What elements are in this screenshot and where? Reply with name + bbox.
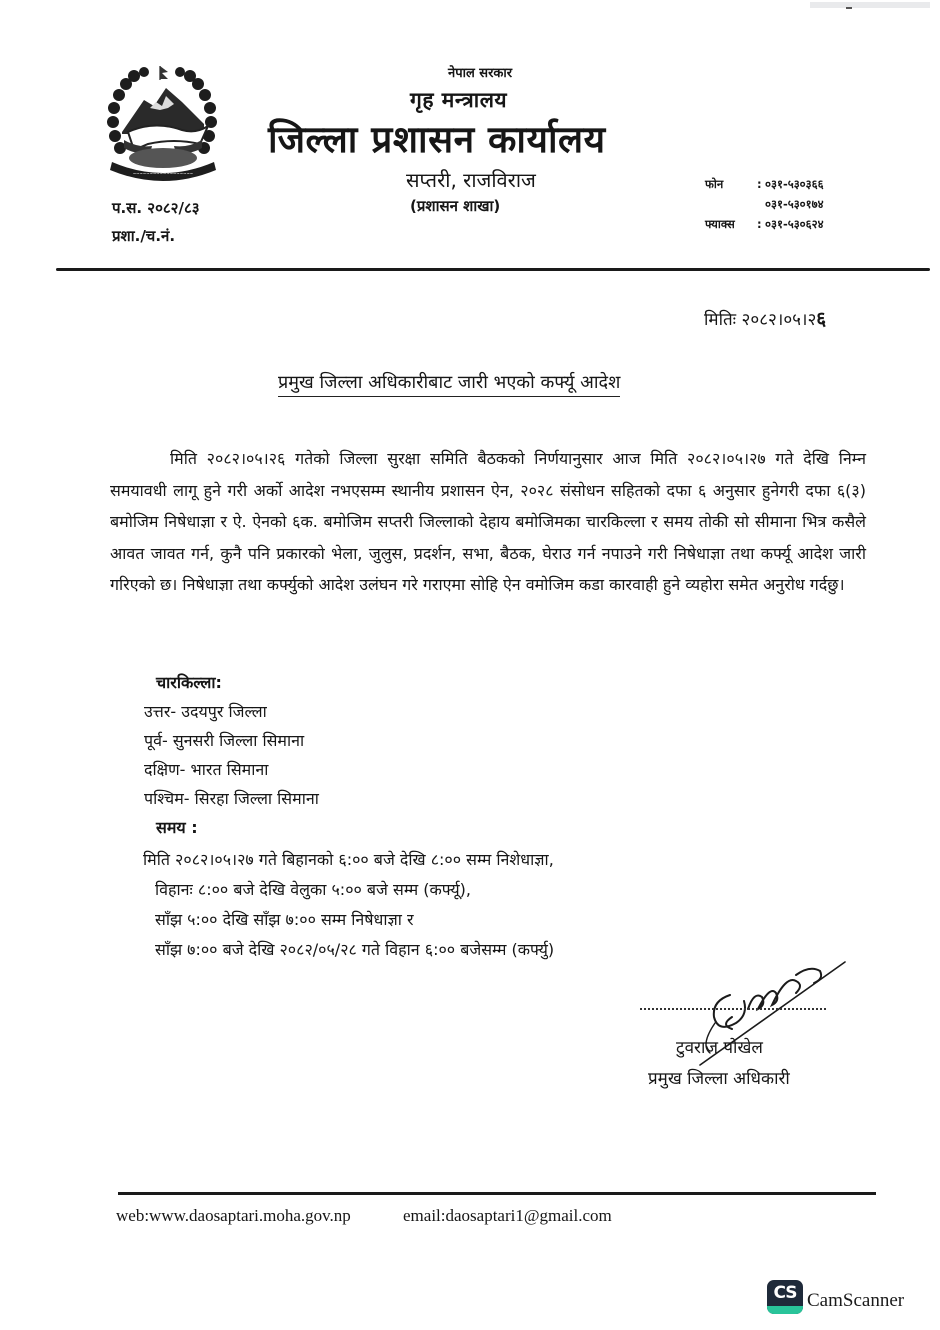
ministry-name: गृह मन्त्रालय	[410, 88, 508, 112]
dispatch-number: प्रशा./च.नं.	[112, 227, 176, 245]
government-name: नेपाल सरकार	[448, 66, 513, 81]
camscanner-logo-icon	[767, 1280, 803, 1314]
timing-line: साँझ ७:०० बजे देखि २०८२/०५/२८ गते विहान ६:०० बजेसम्म (कर्फ्यु)	[155, 940, 555, 959]
fax-separator: :	[757, 217, 762, 231]
fax-number: ०३१-५३०६२४	[765, 217, 824, 231]
letter-subject: प्रमुख जिल्ला अधिकारीबाट जारी भएको कर्फ्यू आदेश	[278, 370, 620, 397]
timing-line: मिति २०८२।०५।२७ गते बिहानको ६:०० बजे देखि ८:०० सम्म निशेधाज्ञा,	[143, 850, 554, 869]
phone-number-2: ०३१-५३०१७४	[765, 197, 824, 211]
letter-body: मिति २०८२।०५।२६ गतेको जिल्ला सुरक्षा समिति बैठकको निर्णयानुसार आज मिति २०८२।०५।२७ गते देखि निम्न समयावधी लागू हुने गरी अर्को आदेश नभएसम्म स्थानीय प्रशासन ऐन, २०२८ संसोधन सहितको दफा ६ अनुसार हुनेगरी दफा ६(३) बमोजिम निषेधाज्ञा र ऐ. ऐनको ६क. बमोजिम सप्तरी जिल्लाको देहाय बमोजिमका चारकिल्ला र समय तोकी सो सीमाना भित्र कसैले आवत जावत गर्न, कुनै पनि प्रकारको भेला, जुलुस, प्रदर्शन, सभा, बैठक, घेराउ गर्न नपाउने गरी निषेधाज्ञा तथा कर्फ्यू आदेश जारी गरिएको छ। निषेधाज्ञा तथा कर्फ्युको आदेश उलंघन गरे गराएमा सोहि ऐन वमोजिम कडा कारवाही हुने व्यहोरा समेत अनुरोध गर्दछु।	[110, 449, 866, 594]
boundary-heading: चारकिल्ला:	[156, 673, 222, 692]
date-value: २०८२।०५।२	[741, 310, 817, 330]
phone-label: फोन	[705, 177, 724, 191]
boundary-north: उत्तर- उदयपुर जिल्ला	[144, 702, 267, 721]
reference-number: प.स. २०८२/८३	[112, 199, 200, 217]
nepal-emblem-seal	[104, 62, 222, 190]
phone-row	[705, 174, 824, 194]
timing-line: विहानः ८:०० बजे देखि वेलुका ५:०० बजे सम्म (कर्फ्यू),	[155, 880, 472, 899]
scan-mark	[846, 7, 852, 9]
scan-edge-artifact	[810, 2, 930, 8]
letter-date	[704, 305, 826, 331]
footer-divider	[118, 1192, 876, 1195]
boundary-west: पश्चिम- सिरहा जिल्ला सिमाना	[144, 789, 319, 808]
camscanner-logo-text: CS	[773, 1283, 797, 1303]
seal-motto: ~~~~~~~~~~~~~~~~~~	[132, 171, 194, 176]
signer-title: प्रमुख जिल्ला अधिकारी	[648, 1069, 790, 1089]
contact-block	[705, 174, 824, 234]
header-divider	[56, 268, 930, 271]
phone-row-2	[705, 194, 824, 214]
signer-name: टुवराज पोखेल	[676, 1038, 763, 1058]
phone-number-1: ०३१-५३०३६६	[765, 177, 824, 191]
camscanner-watermark: CamScanner	[807, 1290, 905, 1311]
footer-website: web:www.daosaptari.moha.gov.np	[116, 1206, 351, 1225]
boundary-south: दक्षिण- भारत सिमाना	[144, 760, 269, 779]
phone-separator: :	[757, 177, 762, 191]
boundary-east: पूर्व- सुनसरी जिल्ला सिमाना	[144, 731, 305, 750]
timing-section	[143, 845, 554, 965]
date-handwritten-digit: ६	[816, 308, 827, 330]
office-branch: (प्रशासन शाखा)	[410, 197, 501, 215]
office-name: जिल्ला प्रशासन कार्यालय	[268, 118, 606, 161]
timing-line: साँझ ५:०० देखि साँझ ७:०० सम्म निषेधाज्ञा र	[155, 910, 414, 929]
signature-line	[640, 1008, 826, 1010]
footer-email: email:daosaptari1@gmail.com	[403, 1206, 612, 1225]
date-label: मितिः	[704, 310, 737, 330]
boundary-section	[144, 668, 319, 842]
office-location: सप्तरी, राजविराज	[406, 168, 536, 192]
fax-label: फ्याक्स	[705, 217, 735, 231]
fax-row	[705, 214, 824, 234]
timing-heading: समय :	[156, 818, 198, 837]
